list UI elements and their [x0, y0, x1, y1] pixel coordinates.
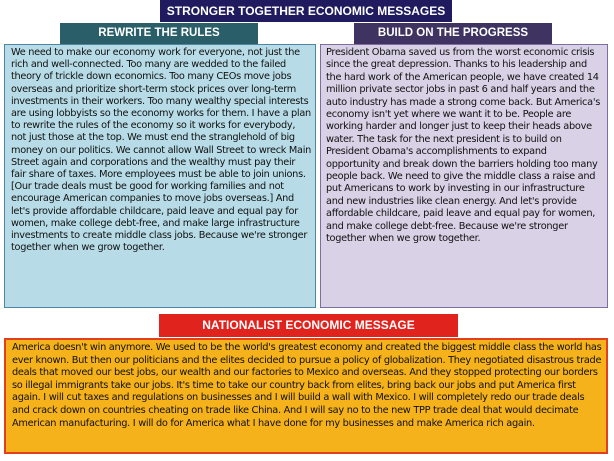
nationalist-message-text: America doesn't win anymore. We used to be the world's greatest economy and created the biggest middle class the world has ever known. But then our politicians and the elites decided to pursue a policy of globalization. They negotiated disastrous trade deals that moved our best jobs, our wealth and our factories to Mexico and overseas. And they stopped protecting our borders so illegal immigrants take our jobs. It's time to take our country back from elites, bring back our jobs and put America first again. I will cut taxes and regulations on businesses and I will build a wall with Mexico. I will completely redo our trade deals and crack down on countries cheating on trade like China. And I will say no to the new TPP trade deal that would decimate American manufacturing. I will do for America what I have done for my businesses and make America rich again.: [12, 342, 602, 429]
build-on-the-progress-text: President Obama saved us from the worst economic crisis since the great depression. Thanks to his leadership and the hard work of the American people, we have created 14 million private sector jobs in past 6 and half years and the auto industry has made a strong come back. But America's economy isn't yet where we want it to be. People are working harder and longer just to keep their heads above water. The task for the next president is to build on President Obama's accomplishments to expand opportunity and break down the barriers holding too many people back. We need to give the middle class a raise and put Americans to work by investing in our infrastructure and new industries like clean energy. And let's provide affordable childcare, paid leave and equal pay for women, and make college debt-free. Because we're stronger together when we grow together.: [326, 47, 601, 245]
build-on-the-progress-heading: BUILD ON THE PROGRESS: [354, 23, 552, 44]
nationalist-message-panel: [4, 338, 608, 454]
rewrite-the-rules-heading: REWRITE THE RULES: [60, 23, 258, 44]
rewrite-the-rules-text: We need to make our economy work for everyone, not just the rich and well-connected. Too many are wedded to the failed theory of trickle down economics. Too many CEOs move jobs overseas and prioritize short-term stock prices over long-term investments in their workers. Too many wealthy special interests are using lobbyists so the economy works for them. I have a plan to rewrite the rules of the economy so it works for everybody, not just those at the top. We must end the stranglehold of big money on our politics. We cannot allow Wall Street to wreck Main Street again and corporations and the wealthy must pay their fair share of taxes. More employees must be able to join unions. [Our trade deals must be good for working families and not encourage American companies to move jobs overseas.] And let's provide affordable childcare, paid leave and equal pay for women, make college debt-free, and make large infrastructure investments to create middle class jobs. Because we're stronger together when we grow together.: [11, 47, 311, 254]
build-on-the-progress-panel: [320, 44, 608, 308]
nationalist-message-heading: NATIONALIST ECONOMIC MESSAGE: [159, 314, 458, 337]
rewrite-the-rules-panel: [4, 44, 316, 308]
page-title: STRONGER TOGETHER ECONOMIC MESSAGES: [160, 0, 452, 22]
